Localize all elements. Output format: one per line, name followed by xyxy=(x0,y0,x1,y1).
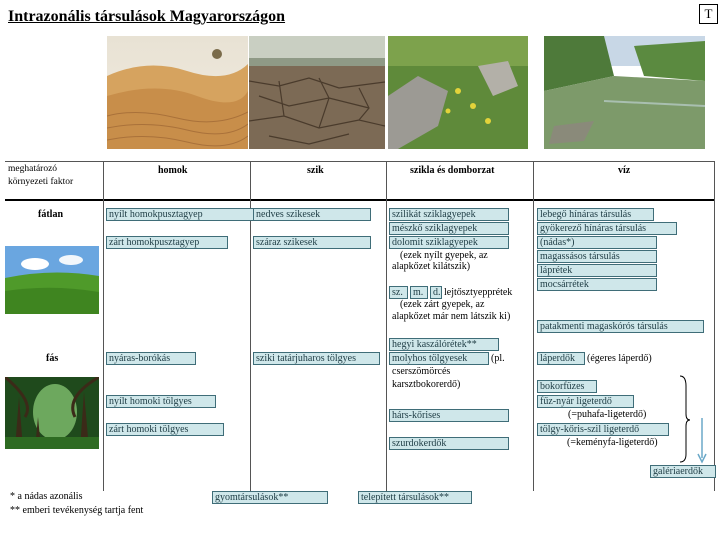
sand-dunes-photo xyxy=(107,36,248,149)
cell-zart-homoki-tolgyes[interactable]: zárt homoki tölgyes xyxy=(106,423,224,436)
cell-hars-korises[interactable]: hárs-kőrises xyxy=(389,409,509,422)
cell-gyomtarsulasok[interactable]: gyomtársulások** xyxy=(212,491,328,504)
cell-dolomit-sziklagyepek[interactable]: dolomit sziklagyepek xyxy=(389,236,509,249)
cell-nyilt-homoki-tolgyes[interactable]: nyílt homoki tölgyes xyxy=(106,395,216,408)
row-label-fatlan: fátlan xyxy=(38,209,63,220)
header-factor-line2: környezeti faktor xyxy=(8,177,74,187)
cell-nyaras-borokas[interactable]: nyáras-borókás xyxy=(106,352,196,365)
footnote-emberi: ** emberi tevékenység tartja fent xyxy=(10,505,144,516)
cell-szaraz-szikesek[interactable]: száraz szikesek xyxy=(253,236,371,249)
cell-telepitett-tarsulasok[interactable]: telepített társulások** xyxy=(358,491,472,504)
cell-magassasos[interactable]: magassásos társulás xyxy=(537,250,657,263)
corner-t-button[interactable]: T xyxy=(699,4,718,24)
cell-galeriaerdok[interactable]: galériaerdők xyxy=(650,465,716,478)
cell-sz-abbrev[interactable]: sz. xyxy=(389,286,408,299)
cell-molyhos-tolgyesek[interactable]: molyhos tölgyesek xyxy=(389,352,489,365)
column-header-szikla: szikla és domborzat xyxy=(410,165,495,176)
kemenyfa-note: (=keményfa-ligeterdő) xyxy=(567,437,658,448)
footnote-nadas: * a nádas azonális xyxy=(10,491,83,502)
column-header-szik: szik xyxy=(307,165,324,176)
cracked-salt-flat-photo xyxy=(249,36,385,149)
header-divider xyxy=(5,199,715,201)
cell-meszko-sziklagyepek[interactable]: mészkő sziklagyepek xyxy=(389,222,509,235)
cell-tolgy-koris-szil[interactable]: tölgy-kőris-szil ligeterdő xyxy=(537,423,669,436)
cell-bokorfuzes[interactable]: bokorfüzes xyxy=(537,380,597,393)
note-zart-gyepek-2: alapkőzet már nem látszik ki) xyxy=(392,311,511,322)
cell-szurdokerdok[interactable]: szurdokerdők xyxy=(389,437,509,450)
table-top-border xyxy=(5,161,715,162)
cell-lejtosztyepp: lejtősztyepprétek xyxy=(444,287,513,298)
note-nyilt-gyepek-1: (ezek nyílt gyepek, az xyxy=(400,250,488,261)
cell-d-abbrev[interactable]: d. xyxy=(430,286,442,299)
row-label-fas: fás xyxy=(46,353,59,364)
column-header-viz: víz xyxy=(618,165,631,176)
column-divider xyxy=(533,161,534,491)
cell-sziki-tatarjuharos-tolgyes[interactable]: sziki tatárjuharos tölgyes xyxy=(253,352,380,365)
laperdok-note: (égeres láperdő) xyxy=(587,353,652,364)
cell-patakmenti-magaskoros[interactable]: patakmenti magaskórós társulás xyxy=(537,320,704,333)
cell-nyilt-homokpusztagyep[interactable]: nyílt homokpusztagyep xyxy=(106,208,254,221)
cell-hegyi-kaszaloretek[interactable]: hegyi kaszálórétek** xyxy=(389,338,499,351)
cell-laperdok[interactable]: láperdők xyxy=(537,352,585,365)
column-divider xyxy=(103,161,104,491)
column-divider xyxy=(386,161,387,491)
note-zart-gyepek-1: (ezek zárt gyepek, az xyxy=(400,299,485,310)
rocky-grassland-photo xyxy=(388,36,528,149)
molyhos-note-1: cserszömörcés xyxy=(392,366,451,377)
bracket-arrow xyxy=(676,374,716,466)
cell-fuz-nyar-ligeterdo[interactable]: fűz-nyár ligeterdő xyxy=(537,395,634,408)
cell-mocsarretek[interactable]: mocsárrétek xyxy=(537,278,657,291)
cell-lapretek[interactable]: láprétek xyxy=(537,264,657,277)
molyhos-note-2: karsztbokorerdő) xyxy=(392,379,461,390)
cell-lebego-hinaras[interactable]: lebegő hínáras társulás xyxy=(537,208,654,221)
cell-szilikat-sziklagyepek[interactable]: szilikát sziklagyepek xyxy=(389,208,509,221)
cell-m-abbrev[interactable]: m. xyxy=(410,286,428,299)
forest-photo xyxy=(5,377,99,449)
cell-zart-homokpusztagyep[interactable]: zárt homokpusztagyep xyxy=(106,236,228,249)
note-nyilt-gyepek-2: alapkőzet kilátszik) xyxy=(392,261,471,272)
river-photo xyxy=(544,36,705,149)
meadow-photo xyxy=(5,246,99,314)
cell-gyokerezo-hinaras[interactable]: gyökerező hínáras társulás xyxy=(537,222,677,235)
column-header-homok: homok xyxy=(158,165,188,176)
cell-nadas[interactable]: (nádas*) xyxy=(537,236,657,249)
page-title: Intrazonális társulások Magyarországon xyxy=(8,8,286,25)
cell-nedves-szikesek[interactable]: nedves szikesek xyxy=(253,208,371,221)
puhafa-note: (=puhafa-ligeterdő) xyxy=(568,409,647,420)
header-factor-line1: meghatározó xyxy=(8,164,58,174)
molyhos-suffix: (pl. xyxy=(491,353,505,364)
